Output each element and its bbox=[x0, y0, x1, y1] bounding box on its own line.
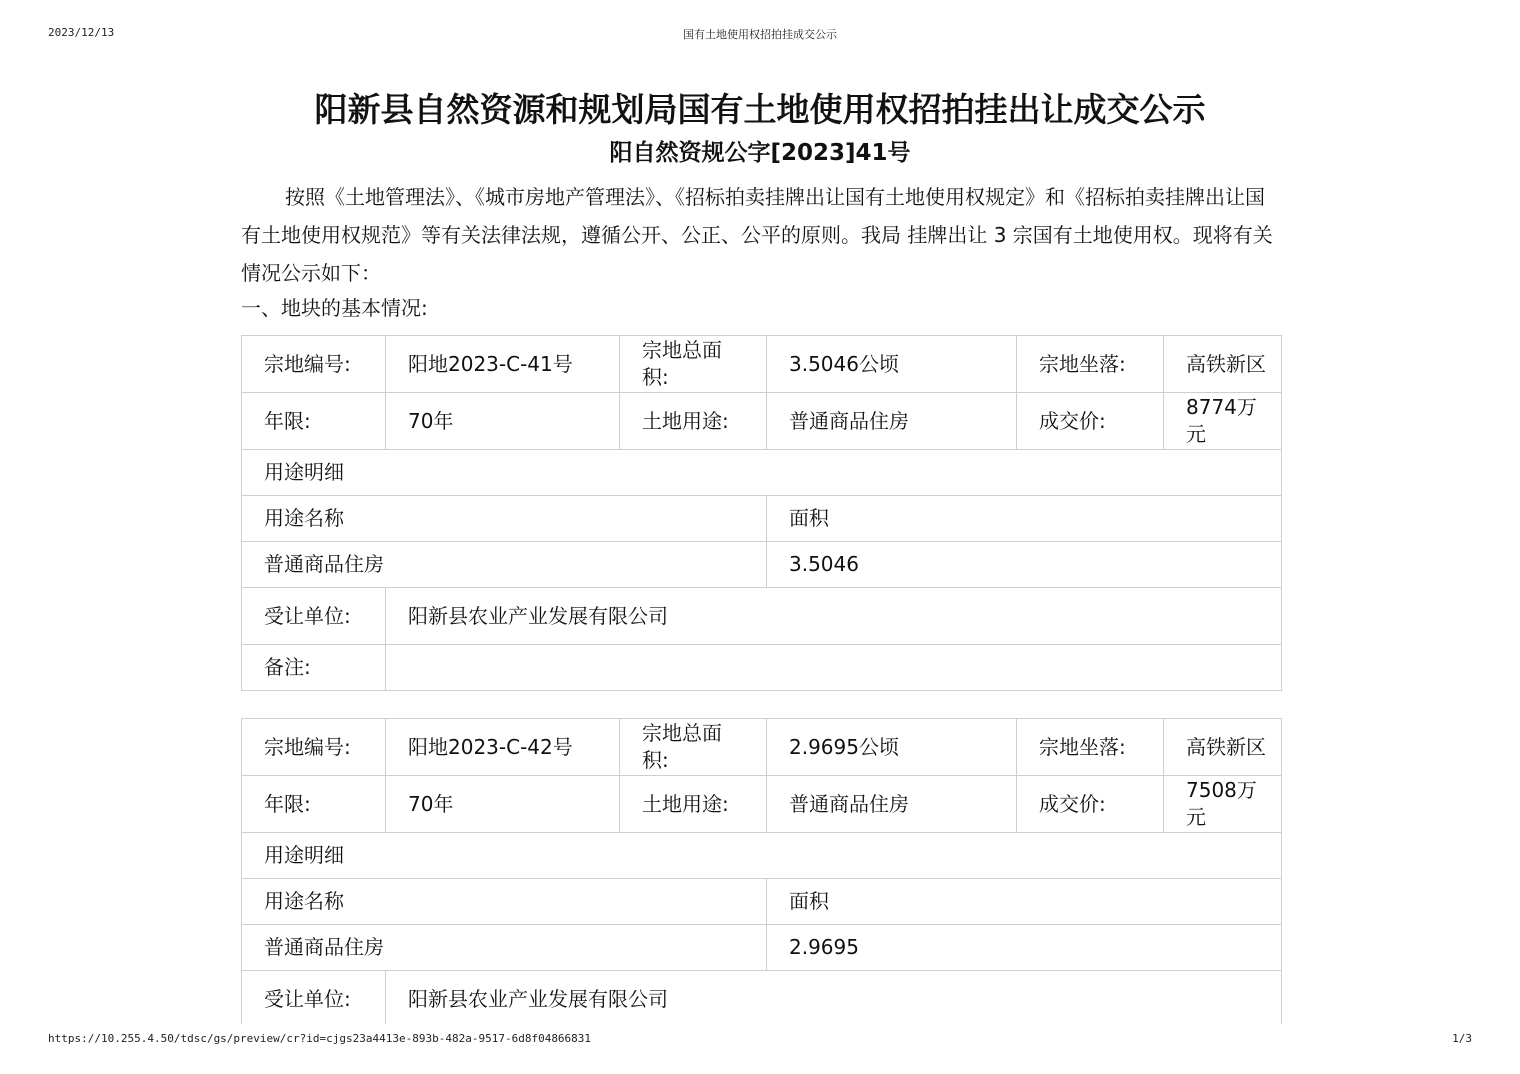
location-value: 高铁新区 bbox=[1164, 719, 1282, 776]
remarks-label: 备注: bbox=[242, 645, 386, 691]
use-name-value: 普通商品住房 bbox=[242, 542, 767, 588]
parcel-table-1 bbox=[241, 335, 1282, 691]
land-use-label: 土地用途: bbox=[620, 393, 767, 450]
term-value: 70年 bbox=[386, 776, 620, 833]
print-header-title: 国有土地使用权招拍挂成交公示 bbox=[683, 28, 837, 41]
price-label: 成交价: bbox=[1017, 393, 1164, 450]
table-row bbox=[242, 925, 1282, 971]
print-footer-url: https://10.255.4.50/tdsc/gs/preview/cr?id=cjgs23a4413e-893b-482a-9517-6d8f04866831 bbox=[48, 1032, 592, 1045]
table-row bbox=[242, 542, 1282, 588]
transferee-label: 受让单位: bbox=[242, 588, 386, 645]
location-label: 宗地坐落: bbox=[1017, 336, 1164, 393]
parcel-no-value: 阳地2023-C-41号 bbox=[386, 336, 620, 393]
use-area-value: 2.9695 bbox=[767, 925, 1282, 971]
term-value: 70年 bbox=[386, 393, 620, 450]
table-row bbox=[242, 450, 1282, 496]
total-area-value: 3.5046公顷 bbox=[767, 336, 1017, 393]
table-row bbox=[242, 393, 1282, 450]
price-label: 成交价: bbox=[1017, 776, 1164, 833]
table-row bbox=[242, 879, 1282, 925]
use-area-value: 3.5046 bbox=[767, 542, 1282, 588]
parcel-no-label: 宗地编号: bbox=[242, 719, 386, 776]
location-value: 高铁新区 bbox=[1164, 336, 1282, 393]
transferee-value: 阳新县农业产业发展有限公司 bbox=[386, 971, 1282, 1028]
total-area-label: 宗地总面积: bbox=[620, 719, 767, 776]
table-row bbox=[242, 719, 1282, 776]
use-name-header: 用途名称 bbox=[242, 879, 767, 925]
table-row bbox=[242, 971, 1282, 1028]
remarks-value bbox=[386, 645, 1282, 691]
total-area-value: 2.9695公顷 bbox=[767, 719, 1017, 776]
land-use-value: 普通商品住房 bbox=[767, 393, 1017, 450]
page-title: 阳新县自然资源和规划局国有土地使用权招拍挂出让成交公示 bbox=[314, 90, 1206, 129]
document-number: 阳自然资规公字[2023]41号 bbox=[609, 140, 911, 166]
term-label: 年限: bbox=[242, 776, 386, 833]
area-header: 面积 bbox=[767, 879, 1282, 925]
table-row bbox=[242, 833, 1282, 879]
parcel-no-label: 宗地编号: bbox=[242, 336, 386, 393]
intro-paragraph: 按照《土地管理法》、《城市房地产管理法》、《招标拍卖挂牌出让国有土地使用权规定》和《招标拍卖挂牌出让国有土地使用权规范》等有关法律法规，遵循公开、公正、公平的原则。我局 挂牌出让 3 宗国有土地使用权。现将有关情况公示如下： bbox=[241, 185, 1273, 285]
price-value: 8774万元 bbox=[1164, 393, 1282, 450]
transferee-label: 受让单位: bbox=[242, 971, 386, 1028]
price-value: 7508万元 bbox=[1164, 776, 1282, 833]
location-label: 宗地坐落: bbox=[1017, 719, 1164, 776]
table-row bbox=[242, 645, 1282, 691]
print-date: 2023/12/13 bbox=[48, 26, 115, 39]
table-row bbox=[242, 588, 1282, 645]
area-header: 面积 bbox=[767, 496, 1282, 542]
section-heading: 一、地块的基本情况: bbox=[241, 296, 428, 320]
table-row bbox=[242, 336, 1282, 393]
term-label: 年限: bbox=[242, 393, 386, 450]
parcel-table-2 bbox=[241, 718, 1282, 1028]
table-row bbox=[242, 496, 1282, 542]
parcel-no-value: 阳地2023-C-42号 bbox=[386, 719, 620, 776]
use-name-header: 用途名称 bbox=[242, 496, 767, 542]
total-area-label: 宗地总面积: bbox=[620, 336, 767, 393]
use-detail-heading: 用途明细 bbox=[242, 833, 1282, 879]
transferee-value: 阳新县农业产业发展有限公司 bbox=[386, 588, 1282, 645]
table-row bbox=[242, 776, 1282, 833]
use-name-value: 普通商品住房 bbox=[242, 925, 767, 971]
land-use-label: 土地用途: bbox=[620, 776, 767, 833]
use-detail-heading: 用途明细 bbox=[242, 450, 1282, 496]
page-number: 1/3 bbox=[1452, 1032, 1472, 1045]
land-use-value: 普通商品住房 bbox=[767, 776, 1017, 833]
